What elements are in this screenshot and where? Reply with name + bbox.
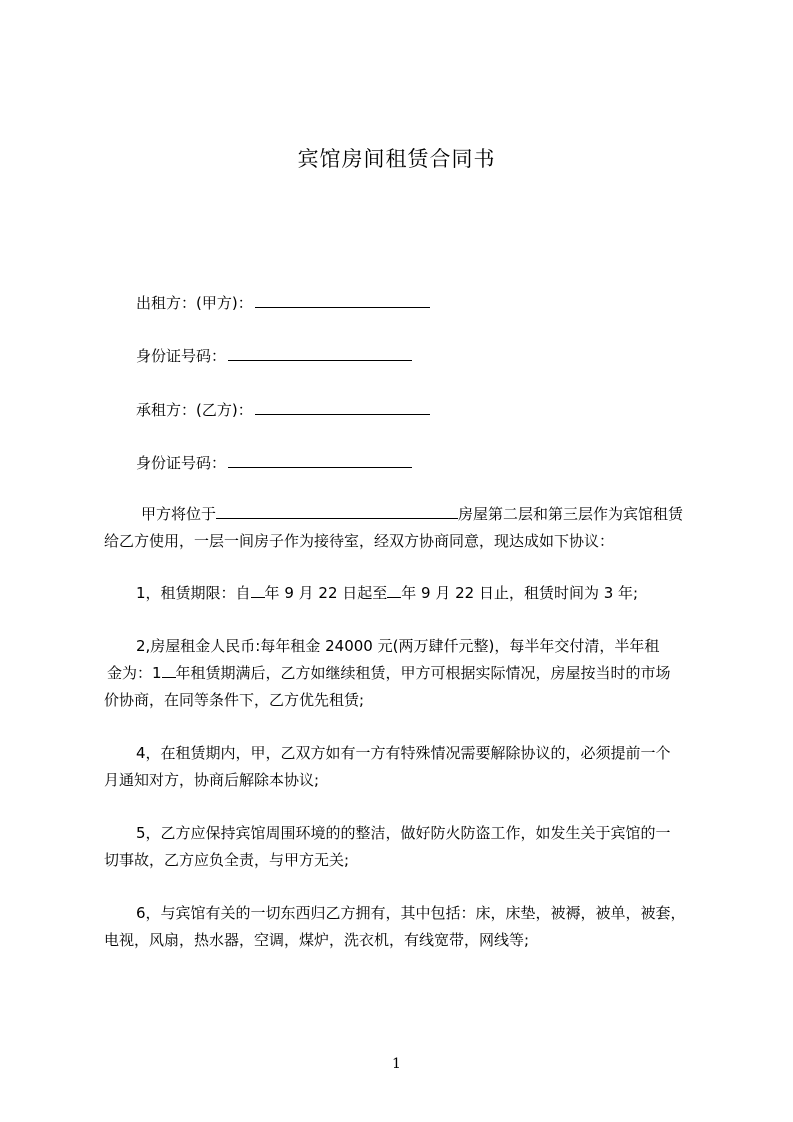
clause-1-part-3: 年 9 月 22 日止，租赁时间为 3 年; <box>401 584 639 602</box>
lessee-id-field <box>136 452 412 473</box>
address-blank <box>216 504 458 519</box>
page-number: 1 <box>392 1056 401 1072</box>
start-year-blank <box>251 583 265 598</box>
intro-prefix: 甲方将位于 <box>141 505 217 523</box>
clause-1-part-1: 1，租赁期限：自 <box>136 584 251 602</box>
clause-1 <box>136 580 638 607</box>
lessor-id-field <box>136 345 412 366</box>
clause-2-line-2-suffix: 年租赁期满后，乙方如继续租赁，甲方可根据实际情况，房屋按当时的市场 <box>175 664 671 682</box>
rent-blank <box>162 663 176 678</box>
intro-line-1 <box>141 501 683 528</box>
lessee-label: 承租方：(乙方)： <box>136 401 253 419</box>
lessor-label: 出租方：(甲方)： <box>136 294 253 312</box>
lessee-blank <box>255 399 430 415</box>
intro-line-2: 给乙方使用，一层一间房子作为接待室，经双方协商同意，现达成如下协议： <box>104 532 615 550</box>
clause-2-line-2 <box>107 660 671 687</box>
clause-6-line-1: 6，与宾馆有关的一切东西归乙方拥有，其中包括：床，床垫，被褥，被单，被套， <box>136 904 686 922</box>
document-title: 宾馆房间租赁合同书 <box>297 147 496 171</box>
lessee-id-blank <box>228 452 412 468</box>
lessee-field <box>136 399 430 420</box>
lessor-id-blank <box>228 345 412 361</box>
end-year-blank <box>387 583 401 598</box>
lessee-id-label: 身份证号码： <box>136 454 227 472</box>
clause-1-part-2: 年 9 月 22 日起至 <box>264 584 388 602</box>
clause-2-line-3: 价协商，在同等条件下，乙方优先租赁; <box>104 691 365 709</box>
clause-4-line-1: 4，在租赁期内，甲，乙双方如有一方有特殊情况需要解除协议的，必须提前一个 <box>136 744 671 762</box>
intro-suffix: 房屋第二层和第三层作为宾馆租赁 <box>458 505 684 523</box>
clause-5-line-2: 切事故，乙方应负全责，与甲方无关; <box>104 851 350 869</box>
clause-2-line-2-prefix: 金为：1 <box>107 664 162 682</box>
lessor-blank <box>255 292 430 308</box>
lessor-field <box>136 292 430 313</box>
lessor-id-label: 身份证号码： <box>136 347 227 365</box>
clause-6-line-2: 电视，风扇，热水器，空调，煤炉，洗衣机，有线宽带，网线等; <box>104 931 530 949</box>
clause-5-line-1: 5，乙方应保持宾馆周围环境的的整洁，做好防火防盗工作，如发生关于宾馆的一 <box>136 824 671 842</box>
clause-4-line-2: 月通知对方，协商后解除本协议; <box>104 771 320 789</box>
clause-2-line-1: 2,房屋租金人民币:每年租金 24000 元(两万肆仟元整)，每半年交付清，半年租 <box>136 637 660 655</box>
